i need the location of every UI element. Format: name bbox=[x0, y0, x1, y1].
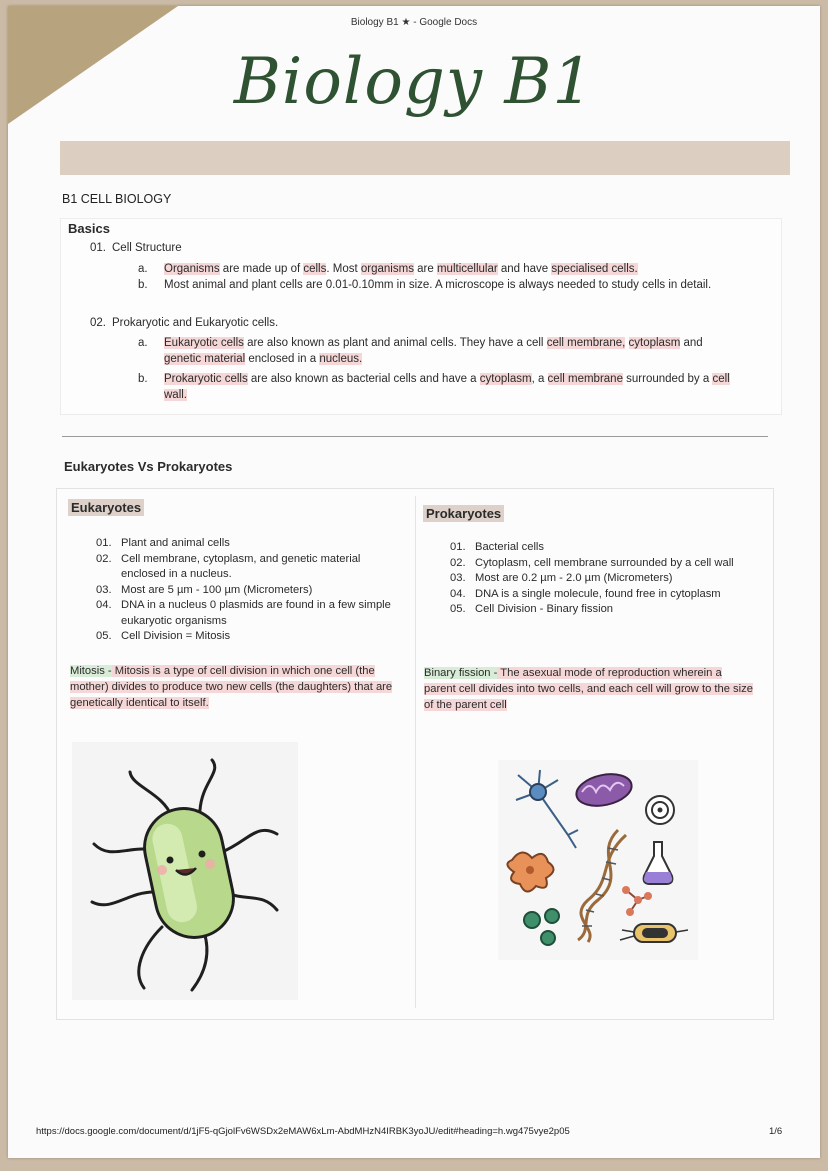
text-segment: surrounded by a bbox=[622, 373, 713, 385]
prokaryotes-list bbox=[450, 540, 766, 618]
list-item: 03. Most are 0.2 µm - 2.0 µm (Micrometers) bbox=[450, 572, 673, 584]
section-heading: B1 CELL BIOLOGY bbox=[62, 192, 172, 206]
cells-molecules-stickers-icon bbox=[498, 760, 698, 960]
text-segment: and bbox=[680, 337, 703, 349]
text-segment: are made up of bbox=[219, 263, 304, 275]
comparison-heading: Eukaryotes Vs Prokaryotes bbox=[64, 459, 233, 474]
list-item: 04. DNA is a single molecule, found free in cytoplasm bbox=[450, 587, 721, 600]
footer-url: https://docs.google.com/document/d/1jF5-qGjolFv6WSDx2eMAW6xLm-AbdMHzN4IRBK3yoJU/edit#heading=h.wg475vye2p05 bbox=[36, 1126, 570, 1137]
list-item: 01. Bacterial cells bbox=[450, 541, 545, 553]
text-segment: and have bbox=[497, 263, 552, 275]
title-underline-bar bbox=[60, 141, 790, 175]
text-segment: . Most bbox=[326, 263, 361, 275]
highlighted-term: cell membrane bbox=[547, 373, 623, 385]
text-segment: are bbox=[413, 263, 437, 275]
highlighted-term: specialised cells. bbox=[551, 263, 638, 275]
list-item: 05. Cell Division = Mitosis bbox=[96, 630, 231, 642]
list-item: 01. Plant and animal cells bbox=[96, 537, 230, 549]
prokaryotes-heading: Prokaryotes bbox=[423, 505, 504, 522]
binary-fission-text: The asexual mode of reproduction wherein a parent cell divides into two cells, and each cell will grow to the size of the parent cell bbox=[424, 667, 753, 711]
text-segment: Most animal and plant cells are 0.01-0.10mm in size. A microscope is always needed to study cells in detail. bbox=[164, 279, 712, 291]
bacterium-sticker-icon bbox=[72, 742, 298, 1000]
text-segment: are also known as plant and animal cells. They have a cell bbox=[243, 337, 547, 349]
highlighted-term: organisms bbox=[360, 263, 414, 275]
list-item: 02. Cell membrane, cytoplasm, and genetic material enclosed in a nucleus. bbox=[96, 552, 361, 580]
basics-item bbox=[90, 240, 182, 256]
mitosis-term: Mitosis - bbox=[70, 665, 112, 677]
cells-molecules-image bbox=[498, 760, 698, 960]
item-title: Cell Structure bbox=[112, 242, 182, 254]
basics-subitem: a. Eukaryotic cells are also known as plant and animal cells. They have a cell cell membrane, cytoplasm and genetic material enclosed in a nucleus. bbox=[138, 337, 703, 365]
eukaryotes-list bbox=[96, 536, 392, 645]
highlighted-term: cell wall. bbox=[164, 373, 730, 401]
list-item: 05. Cell Division - Binary fission bbox=[450, 603, 614, 615]
item-number: 02. bbox=[90, 317, 106, 329]
mitosis-definition bbox=[70, 663, 400, 711]
highlighted-term: Organisms bbox=[164, 263, 220, 275]
horizontal-rule bbox=[62, 436, 768, 437]
list-item: 04. DNA in a nucleus 0 plasmids are found in a few simple eukaryotic organisms bbox=[96, 599, 391, 627]
highlighted-term: cell membrane, bbox=[546, 337, 626, 349]
binary-fission-term: Binary fission - bbox=[424, 667, 498, 679]
mitosis-text: Mitosis is a type of cell division in which one cell (the mother) divides to produce two new cells (the daughters) that are genetically identical to itself. bbox=[70, 665, 393, 709]
bacterium-image bbox=[72, 742, 298, 1000]
highlighted-term: Eukaryotic cells bbox=[164, 337, 244, 349]
highlighted-term: genetic material bbox=[164, 353, 246, 365]
basics-subitem: a. Organisms are made up of cells. Most organisms are multicellular and have specialised cells. bbox=[138, 263, 638, 275]
highlighted-term: multicellular bbox=[436, 263, 498, 275]
highlighted-term: Prokaryotic cells bbox=[164, 373, 248, 385]
list-item: 03. Most are 5 µm - 100 µm (Micrometers) bbox=[96, 583, 313, 596]
document-title: Biology B1 bbox=[233, 45, 595, 119]
print-header: Biology B1 ★ - Google Docs bbox=[350, 17, 478, 28]
highlighted-term: cytoplasm bbox=[628, 337, 681, 349]
basics-subitem: b. Prokaryotic cells are also known as bacterial cells and have a cytoplasm, a cell membrane surrounded by a cell wall. bbox=[138, 373, 730, 401]
text-segment: enclosed in a bbox=[245, 353, 320, 365]
item-number: 01. bbox=[90, 242, 106, 254]
text-segment: , a bbox=[531, 373, 548, 385]
highlighted-term: nucleus. bbox=[319, 353, 363, 365]
list-item: 02. Cytoplasm, cell membrane surrounded by a cell wall bbox=[450, 556, 734, 569]
table-column-divider bbox=[415, 496, 416, 1008]
binary-fission-definition bbox=[424, 665, 754, 713]
page-number: 1/6 bbox=[769, 1126, 783, 1137]
basics-heading: Basics bbox=[68, 221, 110, 236]
highlighted-term: cytoplasm bbox=[479, 373, 532, 385]
highlighted-term: cells bbox=[303, 263, 327, 275]
eukaryotes-heading: Eukaryotes bbox=[68, 499, 144, 516]
basics-subitem: b. Most animal and plant cells are 0.01-0.10mm in size. A microscope is always needed to study cells in detail. bbox=[138, 279, 712, 291]
item-title: Prokaryotic and Eukaryotic cells. bbox=[112, 317, 279, 329]
text-segment: are also known as bacterial cells and have a bbox=[247, 373, 480, 385]
basics-item bbox=[90, 315, 278, 331]
